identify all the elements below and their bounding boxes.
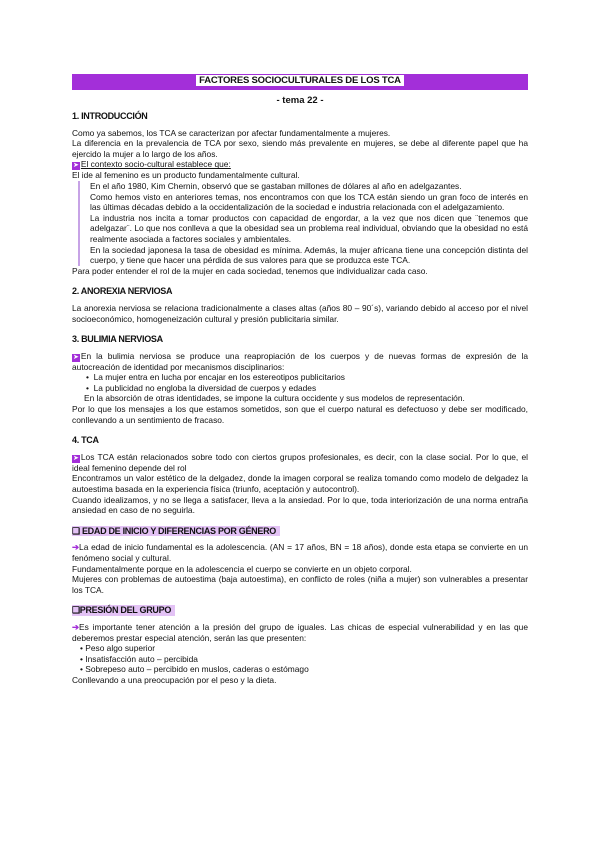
arrow-icon: ➔ xyxy=(72,542,80,553)
arrow-icon: ➤ xyxy=(73,353,79,361)
paragraph: Para poder entender el rol de la mujer en cada sociedad, tenemos que individualizar cada caso. xyxy=(72,265,428,276)
paragraph: La industria nos incita a tomar productos con capacidad de engordar, a la vez que nos dicen que ¨tenemos que adelgazar¨. Lo que nos conlleva a que la obesidad sea un problema real individual, obviando que la obesidad no está realmente asociada a factores sociales y ambientales. xyxy=(90,212,528,244)
paragraph: ➤ En la bulimia nerviosa se produce una reapropiación de los cuerpos y de nuevas formas de expresión de la autocreación de identidad por mecanismos disciplinarios: xyxy=(72,350,528,372)
paragraph: Como hemos visto en anteriores temas, nos encontramos con que los TCA están siendo un gran foco de interés en las últimas décadas debido a la occidentalización de la sociedad e industria relacionada con el adelgazamiento. xyxy=(90,191,528,213)
quote-block xyxy=(78,181,528,266)
paragraph: Cuando idealizamos, y no se llega a satisfacer, lleva a la ansiedad. Por lo que, toda interiorización de una norma entraña ansiedad en caso de no seguirla. xyxy=(72,494,528,516)
paragraph: Conllevando a una preocupación por el peso y la dieta. xyxy=(72,674,277,685)
paragraph: El ide al femenino es un producto fundamentalmente cultural. xyxy=(72,170,300,181)
section-heading-introduccion: 1. INTRODUCCIÓN xyxy=(72,111,148,121)
section-heading-tca: 4. TCA xyxy=(72,435,99,446)
bullet-item: • La publicidad no engloba la diversidad de cuerpos y edades xyxy=(86,382,317,393)
paragraph: Mujeres con problemas de autoestima (baja autoestima), en conflicto de roles (niña a mujer) son vulnerables a presentar los TCA. xyxy=(72,574,528,595)
paragraph: Fundamentalmente porque en la adolescencia el cuerpo se convierte en un objeto corporal. xyxy=(72,563,412,574)
paragraph: ➔La edad de inicio fundamental es la adolescencia. (AN = 17 años, BN = 18 años), donde esta etapa se convierte en un fenómeno social y cultural. xyxy=(72,542,528,563)
paragraph: ➔Es importante tener atención a la presión del grupo de iguales. Las chicas de especial vulnerabilidad y en las que deberemos prestar especial atención, serán las que presenten: xyxy=(72,621,528,643)
bullet-item: • Insatisfacción auto – percibida xyxy=(80,653,198,664)
arrow-icon: ➔ xyxy=(72,621,80,632)
paragraph: ➤ Los TCA están relacionados sobre todo con ciertos grupos profesionales, es decir, con la clase social. Por lo que, el ideal femenino depende del rol xyxy=(72,451,528,473)
section-heading-presion-grupo: ❑PRESIÓN DEL GRUPO xyxy=(72,605,528,616)
paragraph: La diferencia en la prevalencia de TCA por sexo, siendo más prevalente en mujeres, se debe al diferente papel que ha ejercido la mujer a lo largo de los años. xyxy=(72,138,528,159)
section-heading-bulimia: 3. BULIMIA NERVIOSA xyxy=(72,334,163,345)
title-banner xyxy=(72,74,528,90)
document-title: FACTORES SOCIOCULTURALES DE LOS TCA xyxy=(196,75,404,86)
paragraph: La anorexia nerviosa se relaciona tradicionalmente a clases altas (años 80 – 90´s), variando debido al acceso por el nivel socioeconómico, homogeneización cultural y presión publicitaria similar. xyxy=(72,302,528,324)
bullet-item: • Sobrepeso auto – percibido en muslos, caderas o estómago xyxy=(80,664,309,675)
paragraph: Encontramos un valor estético de la delgadez, donde la imagen corporal se realiza tomando como modelo de delgadez la autoestima basada en la experiencia física (triunfo, aceptación y autocontrol). xyxy=(72,473,528,495)
arrow-icon: ➤ xyxy=(73,162,79,170)
section-heading-edad-inicio: ❑ EDAD DE INICIO Y DIFERENCIAS POR GÉNERO xyxy=(72,526,528,537)
paragraph: Por lo que los mensajes a los que estamos sometidos, son que el cuerpo natural es defectuoso y debe ser modificado, conllevando a un sentimiento de fracaso. xyxy=(72,404,528,425)
paragraph: En la absorción de otras identidades, se impone la cultura occidente y sus modelos de representación. xyxy=(84,393,465,404)
bullet-item: • Peso algo superior xyxy=(80,643,156,654)
section-heading-anorexia: 2. ANOREXIA NERVIOSA xyxy=(72,286,173,297)
arrow-icon: ➤ xyxy=(73,454,79,462)
paragraph: En la sociedad japonesa la tasa de obesidad es mínima. Además, la mujer africana tiene una concepción distinta del cuerpo, y tiene que hacer una pérdida de sus valores para que se produzca este TCA. xyxy=(90,244,528,266)
paragraph: Como ya sabemos, los TCA se caracterizan por afectar fundamentalmente a mujeres. xyxy=(72,127,391,138)
document-subtitle: - tema 22 - xyxy=(276,95,324,106)
paragraph: En el año 1980, Kim Chernin, observó que se gastaban millones de dólares al año en adelgazantes. xyxy=(90,180,462,191)
document-body xyxy=(72,111,528,686)
subheading: ➤ El contexto socio-cultural establece que: xyxy=(73,159,231,170)
bullet-item: • La mujer entra en lucha por encajar en los estereotipos publicitarios xyxy=(86,372,345,383)
